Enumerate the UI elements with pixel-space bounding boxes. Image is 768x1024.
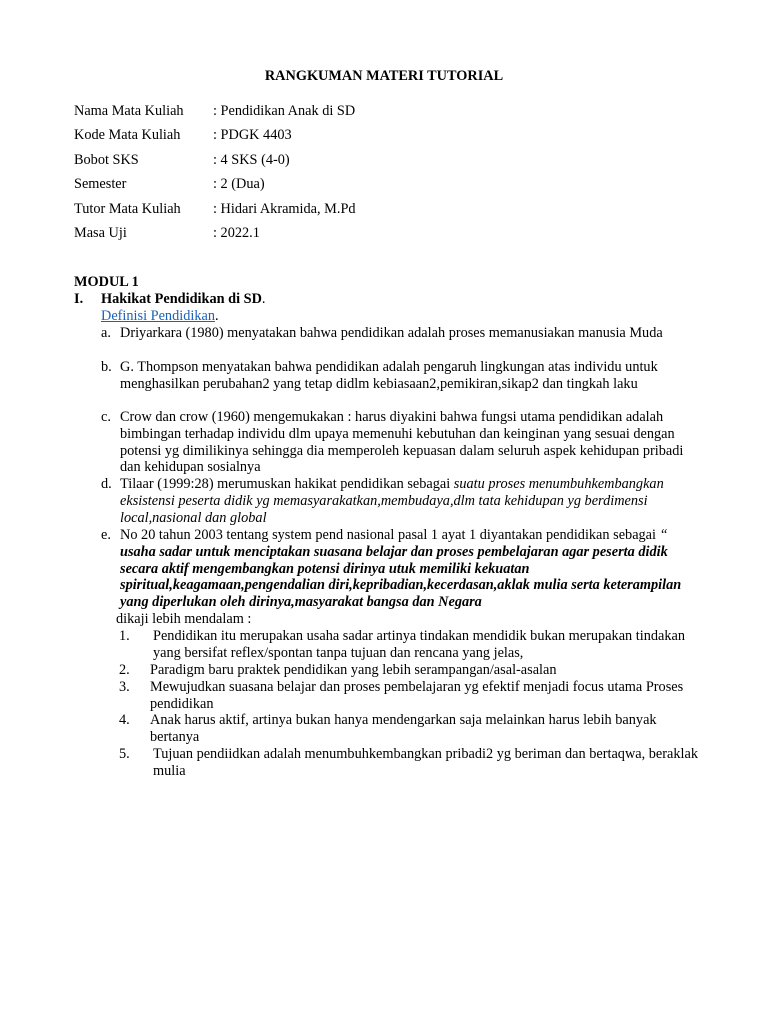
list-item-a — [101, 325, 701, 342]
list-marker: 5. — [119, 746, 130, 762]
info-label: Masa Uji — [74, 224, 127, 241]
section-title-dot: . — [261, 291, 266, 307]
section-number: I. — [74, 291, 84, 307]
list-item-text: Mewujudkan suasana belajar dan proses pembelajaran yg efektif menjadi focus utama Proses pendidikan — [150, 679, 684, 712]
list-item-text: G. Thompson menyatakan bahwa pendidikan adalah pengaruh lingkungan atas individu untuk menghasilkan perubahan2 yang tetap didlm kebiasaan2,pemikiran,sikap2 dan tingkah laku — [120, 359, 658, 392]
list-marker: 3. — [119, 679, 130, 695]
list-item-text: Anak harus aktif, artinya bukan hanya mendengarkan saja melainkan harus lebih banyak bertanya — [150, 712, 657, 745]
list-item-d — [101, 476, 701, 526]
list-marker: d. — [101, 476, 112, 492]
numbered-item-4 — [119, 712, 699, 746]
numbered-item-2 — [119, 662, 699, 679]
elaboration-intro: dikaji lebih mendalam : — [116, 611, 252, 627]
list-marker: 2. — [119, 662, 130, 678]
info-label: Semester — [74, 176, 127, 193]
list-item-text-bold-italic: usaha sadar untuk menciptakan suasana belajar dan proses pembelajaran agar peserta didik secara aktif mengembangkan potensi dirinya utuk memiliki kekuatan spiritual,keagamaan,pengendalian diri,kepribadian,kecerdasan,aklak mulia serta keterampilan yang diperlukan oleh dirinya,masyarakat bangsa dan Negara — [120, 543, 682, 611]
list-item-text: Crow dan crow (1960) mengemukakan : harus diyakini bahwa fungsi utama pendidikan adalah bimbingan terhadap individu dlm upaya memenuhi kebutuhan dan keinginan yang sesuai dengan potensi yg dimilikinya sehingga dia memperoleh kepuasan dalam seluruh aspek kehidupan pribadi dan kehidupan sosialnya — [120, 409, 684, 476]
list-item-text: Tujuan pendiidkan adalah menumbuhkembangkan pribadi2 yg beriman dan bertaqwa, beraklak mulia — [153, 746, 698, 779]
list-item-text-italic: suatu proses menumbuhkembangkan eksistensi peserta didik yg memasyarakatkan,membudaya,dlm tata kehidupan yg berdimensi local,nasional dan global — [120, 476, 664, 526]
info-row-course-code — [74, 126, 356, 150]
list-marker: c. — [101, 409, 111, 425]
definition-subheading — [101, 308, 219, 325]
info-row-semester — [74, 175, 356, 199]
info-label: Tutor Mata Kuliah — [74, 200, 181, 217]
list-item-text: Driyarkara (1980) menyatakan bahwa pendidikan adalah proses memanusiakan manusia Muda — [120, 325, 663, 341]
list-item-b — [101, 359, 701, 393]
list-item-e — [101, 527, 701, 611]
info-value: : PDGK 4403 — [213, 127, 292, 144]
info-value: : Hidari Akramida, M.Pd — [213, 200, 356, 217]
list-item-text — [120, 476, 692, 526]
info-row-tutor — [74, 200, 356, 224]
info-value: : Pendidikan Anak di SD — [213, 103, 356, 119]
info-value: : 2022.1 — [213, 224, 260, 241]
info-label: Nama Mata Kuliah — [74, 103, 184, 119]
info-value: : 4 SKS (4-0) — [213, 151, 290, 168]
info-row-course-name — [74, 102, 356, 126]
info-label: Bobot SKS — [74, 151, 139, 168]
section-heading — [74, 291, 265, 308]
definition-dot: . — [214, 308, 219, 324]
list-item-text-plain: No 20 tahun 2003 tentang system pend nasional pasal 1 ayat 1 diyantakan pendidikan sebagai — [120, 527, 660, 543]
numbered-item-1 — [119, 628, 699, 662]
section-title: Hakikat Pendidikan di SD — [101, 291, 262, 307]
list-marker: e. — [101, 527, 111, 543]
info-value: : 2 (Dua) — [213, 176, 265, 193]
info-row-credits — [74, 151, 356, 175]
list-marker: b. — [101, 359, 112, 375]
list-marker: 4. — [119, 712, 130, 728]
list-marker: 1. — [119, 628, 130, 644]
module-heading: MODUL 1 — [74, 274, 139, 290]
list-item-c — [101, 409, 701, 476]
list-marker: a. — [101, 325, 111, 341]
list-item-text: Paradigm baru praktek pendidikan yang lebih serampangan/asal-asalan — [150, 662, 557, 678]
list-item-text: Pendidikan itu merupakan usaha sadar artinya tindakan mendidik bukan merupakan tindakan yang bersifat reflex/spontan tanpa tujuan dan rencana yang jelas, — [153, 628, 686, 661]
list-item-text — [120, 527, 692, 611]
definition-link[interactable]: Definisi Pendidikan — [101, 308, 215, 324]
numbered-item-5 — [119, 746, 699, 780]
course-info-table — [74, 102, 356, 248]
info-label: Kode Mata Kuliah — [74, 127, 181, 144]
open-quote: “ — [659, 527, 668, 543]
numbered-item-3 — [119, 679, 699, 713]
list-item-text-plain: Tilaar (1999:28) merumuskan hakikat pendidikan sebagai — [120, 476, 454, 492]
info-row-exam-period — [74, 224, 356, 248]
document-title: RANGKUMAN MATERI TUTORIAL — [264, 68, 504, 84]
